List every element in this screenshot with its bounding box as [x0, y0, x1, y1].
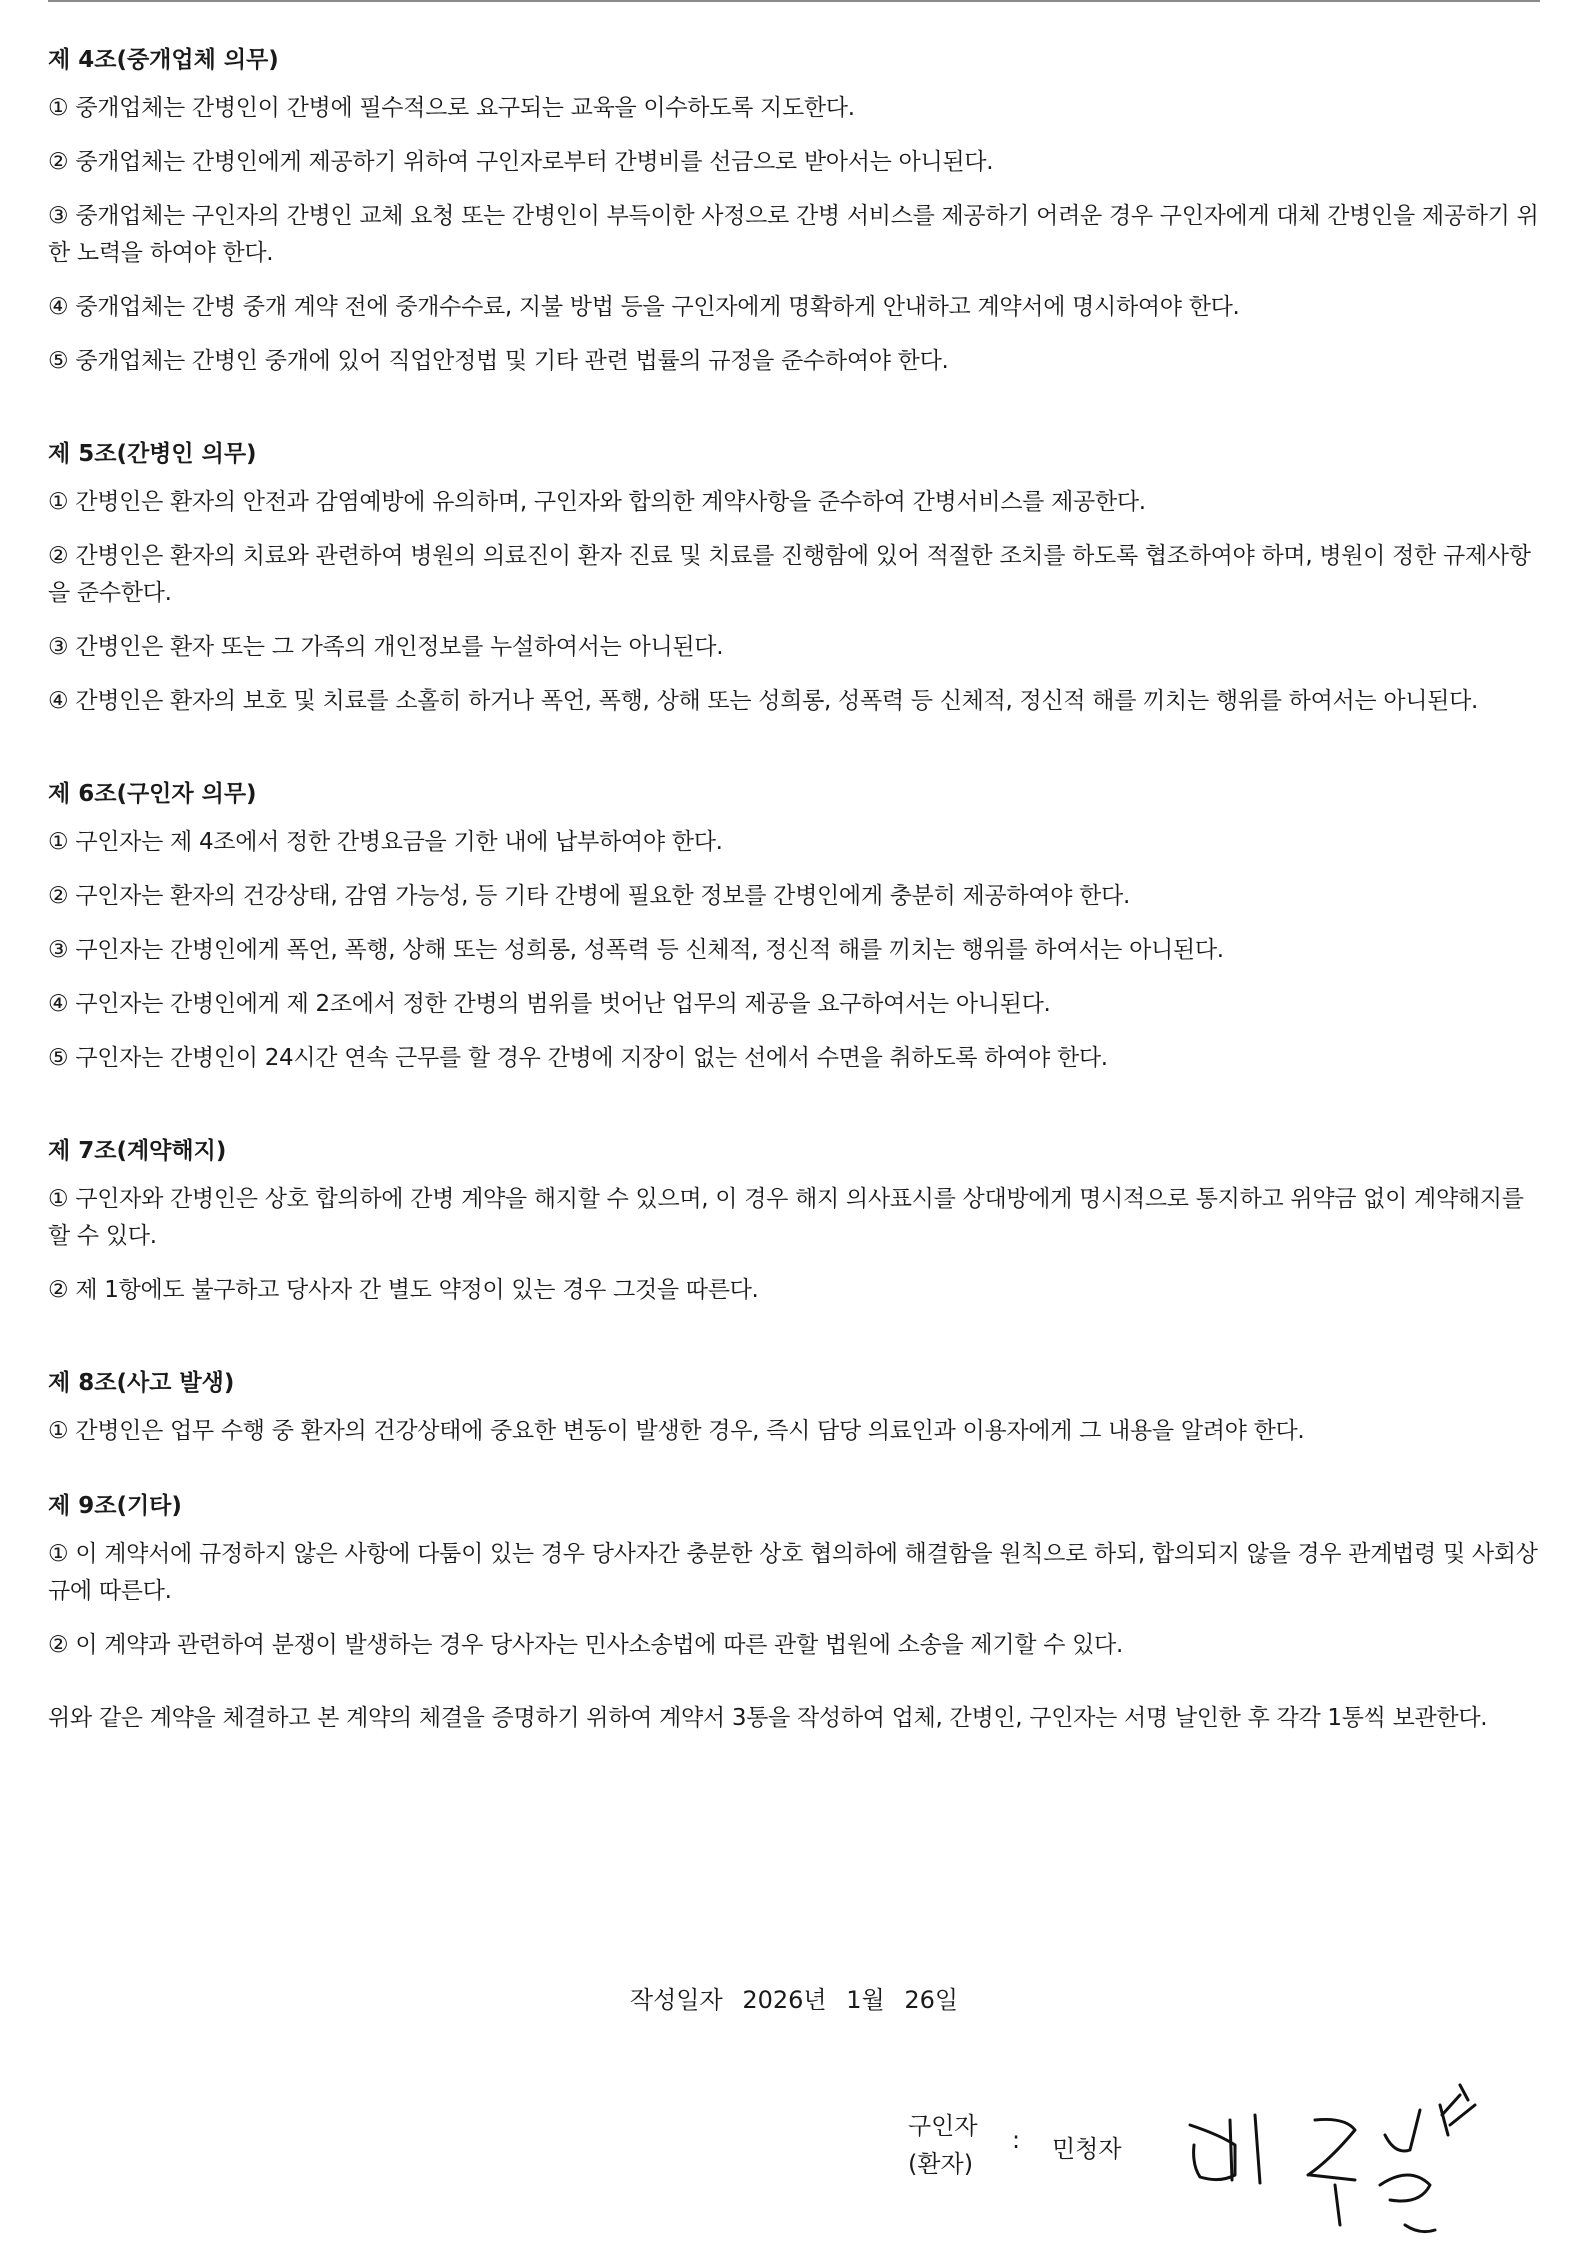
clause: ① 이 계약서에 규정하지 않은 사항에 다툼이 있는 경우 당사자간 충분한 상호 협의하에 해결함을 원칙으로 하되, 합의되지 않을 경우 관계법령 및 사회상규에 따른다.	[48, 1541, 1538, 1604]
clause: ④ 간병인은 환자의 보호 및 치료를 소홀히 하거나 폭언, 폭행, 상해 또는 성희롱, 성폭력 등 신체적, 정신적 해를 끼치는 행위를 하여서는 아니된다.	[48, 688, 1479, 714]
top-divider	[48, 0, 1540, 2]
date-line	[0, 1981, 1588, 2019]
signer-role-line2: (환자)	[908, 2150, 974, 2178]
clause: ④ 중개업체는 간병 중개 계약 전에 중개수수료, 지불 방법 등을 구인자에게 명확하게 안내하고 계약서에 명시하여야 한다.	[48, 294, 1240, 320]
date-year: 2026년	[742, 1986, 827, 2014]
date-day: 26일	[904, 1986, 959, 2014]
handwritten-signature	[1180, 2065, 1540, 2245]
clause: ① 구인자와 간병인은 상호 합의하에 간병 계약을 해지할 수 있으며, 이 경우 해지 의사표시를 상대방에게 명시적으로 통지하고 위약금 없이 계약해지를 할 수 있다.	[48, 1186, 1524, 1249]
date-month: 1월	[846, 1986, 885, 2014]
article-title: 제 6조(구인자 의무)	[48, 781, 257, 807]
article-title: 제 9조(기타)	[48, 1493, 182, 1519]
clause: ② 구인자는 환자의 건강상태, 감염 가능성, 등 기타 간병에 필요한 정보를 간병인에게 충분히 제공하여야 한다.	[48, 883, 1130, 909]
article-title: 제 7조(계약해지)	[48, 1138, 227, 1164]
article-7	[48, 1133, 1540, 1309]
clause: ③ 중개업체는 구인자의 간병인 교체 요청 또는 간병인이 부득이한 사정으로 간병 서비스를 제공하기 어려운 경우 구인자에게 대체 간병인을 제공하기 위한 노력을 하여야 한다.	[48, 203, 1539, 266]
contract-body	[48, 42, 1540, 1737]
clause: ② 제 1항에도 불구하고 당사자 간 별도 약정이 있는 경우 그것을 따른다.	[48, 1277, 759, 1303]
article-9	[48, 1488, 1540, 1664]
clause: ④ 구인자는 간병인에게 제 2조에서 정한 간병의 범위를 벗어난 업무의 제공을 요구하여서는 아니된다.	[48, 991, 1051, 1017]
article-title: 제 5조(간병인 의무)	[48, 441, 257, 467]
signer-role-line1: 구인자	[908, 2112, 978, 2140]
article-6	[48, 776, 1540, 1077]
clause: ① 간병인은 업무 수행 중 환자의 건강상태에 중요한 변동이 발생한 경우, 즉시 담당 의료인과 이용자에게 그 내용을 알려야 한다.	[48, 1418, 1305, 1444]
article-title: 제 8조(사고 발생)	[48, 1370, 235, 1396]
clause: ② 중개업체는 간병인에게 제공하기 위하여 구인자로부터 간병비를 선금으로 받아서는 아니된다.	[48, 149, 994, 175]
clause: ② 이 계약과 관련하여 분쟁이 발생하는 경우 당사자는 민사소송법에 따른 관할 법원에 소송을 제기할 수 있다.	[48, 1632, 1123, 1658]
clause: ② 간병인은 환자의 치료와 관련하여 병원의 의료진이 환자 진료 및 치료를 진행함에 있어 적절한 조치를 하도록 협조하여야 하며, 병원이 정한 규제사항을 준수한다.	[48, 543, 1531, 606]
closing-statement: 위와 같은 계약을 체결하고 본 계약의 체결을 증명하기 위하여 계약서 3통을 작성하여 업체, 간병인, 구인자는 서명 날인한 후 각각 1통씩 보관한다.	[48, 1705, 1488, 1731]
signer-role	[908, 2107, 978, 2183]
signer-name: 민청자	[1052, 2135, 1122, 2163]
clause: ① 구인자는 제 4조에서 정한 간병요금을 기한 내에 납부하여야 한다.	[48, 829, 723, 855]
clause: ⑤ 구인자는 간병인이 24시간 연속 근무를 할 경우 간병에 지장이 없는 선에서 수면을 취하도록 하여야 한다.	[48, 1045, 1108, 1071]
signer-colon: :	[1012, 2126, 1021, 2154]
clause: ③ 구인자는 간병인에게 폭언, 폭행, 상해 또는 성희롱, 성폭력 등 신체적, 정신적 해를 끼치는 행위를 하여서는 아니된다.	[48, 937, 1224, 963]
clause: ① 중개업체는 간병인이 간병에 필수적으로 요구되는 교육을 이수하도록 지도한다.	[48, 95, 855, 121]
article-8	[48, 1365, 1540, 1450]
date-label: 작성일자	[629, 1986, 723, 2014]
clause: ⑤ 중개업체는 간병인 중개에 있어 직업안정법 및 기타 관련 법률의 규정을 준수하여야 한다.	[48, 348, 949, 374]
article-title: 제 4조(중개업체 의무)	[48, 47, 279, 73]
article-4	[48, 42, 1540, 380]
clause: ③ 간병인은 환자 또는 그 가족의 개인정보를 누설하여서는 아니된다.	[48, 634, 724, 660]
article-5	[48, 436, 1540, 720]
clause: ① 간병인은 환자의 안전과 감염예방에 유의하며, 구인자와 합의한 계약사항을 준수하여 간병서비스를 제공한다.	[48, 489, 1146, 515]
